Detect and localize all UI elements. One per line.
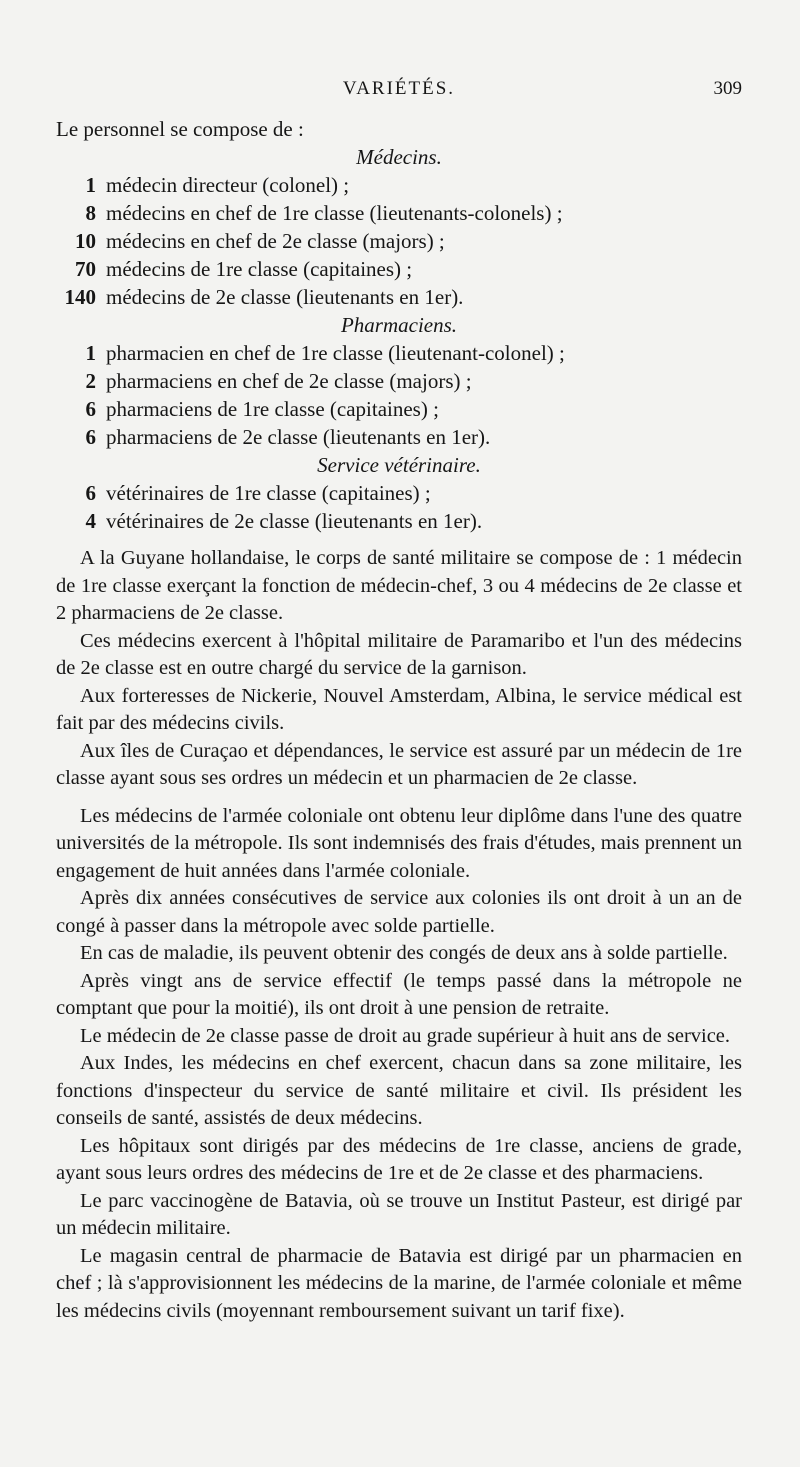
item-count: 10 (75, 229, 96, 253)
running-title: VARIÉTÉS. (342, 78, 456, 99)
item-text: pharmaciens de 2e classe (lieutenants en 1er). (106, 425, 491, 449)
paragraph: Aux Indes, les médecins en chef exercent, chacun dans sa zone militaire, les fonctions d'inspecteur du service de santé militaire et civil. Ils président les conseils de santé, assistés de deux médecins. (56, 1052, 742, 1129)
item-count: 1 (85, 341, 96, 365)
body-block-guyane (56, 545, 742, 793)
list-item (56, 395, 742, 423)
section-title: Service vétérinaire. (317, 453, 481, 477)
item-text: pharmaciens en chef de 2e classe (majors) ; (106, 369, 472, 393)
item-text: vétérinaires de 2e classe (lieutenants en 1er). (106, 509, 483, 533)
list-item (56, 227, 742, 255)
item-text: médecin directeur (colonel) ; (106, 173, 350, 197)
paragraph: Les hôpitaux sont dirigés par des médecins de 1re classe, anciens de grade, ayant sous leurs ordres des médecins de 1re et de 2e classe et des pharmaciens. (56, 1134, 742, 1184)
paragraph: Après vingt ans de service effectif (le temps passé dans la métropole ne comptant que pour la moitié), ils ont droit à une pension de retraite. (56, 969, 742, 1019)
body-block-armee-coloniale (56, 803, 742, 1326)
list-item (56, 339, 742, 367)
paragraph: Ces médecins exercent à l'hôpital militaire de Paramaribo et l'un des médecins de 2e classe est en outre chargé du service de la garnison. (56, 629, 742, 679)
item-text: médecins en chef de 2e classe (majors) ; (106, 229, 445, 253)
item-text: vétérinaires de 1re classe (capitaines) ; (106, 481, 431, 505)
intro-line: Le personnel se compose de : (56, 117, 304, 141)
paragraph: Aux îles de Curaçao et dépendances, le service est assuré par un médecin de 1re classe ayant sous ses ordres un médecin et un pharmacien de 2e classe. (56, 739, 742, 789)
item-count: 8 (85, 201, 96, 225)
item-count: 6 (85, 425, 96, 449)
staff-list (56, 171, 742, 311)
item-count: 140 (64, 285, 96, 309)
item-text: médecins de 2e classe (lieutenants en 1er). (106, 285, 464, 309)
paragraph: Les médecins de l'armée coloniale ont obtenu leur diplôme dans l'une des quatre universités de la métropole. Ils sont indemnisés des frais d'études, mais prennent un engagement de huit années dans l'armée coloniale. (56, 804, 742, 882)
staff-list (56, 479, 742, 535)
list-item (56, 507, 742, 535)
item-count: 1 (85, 173, 96, 197)
item-count: 4 (85, 509, 96, 533)
item-count: 70 (75, 257, 96, 281)
item-text: pharmacien en chef de 1re classe (lieutenant-colonel) ; (106, 341, 565, 365)
section-pharmaciens (56, 311, 742, 451)
paragraph: Le magasin central de pharmacie de Batavia est dirigé par un pharmacien en chef ; là s'approvisionnent les médecins de la marine, de l'armée coloniale et même les médecins civils (moyennant remboursement suivant un tarif fixe). (56, 1244, 742, 1322)
item-text: médecins de 1re classe (capitaines) ; (106, 257, 413, 281)
running-header (56, 78, 742, 108)
list-item (56, 479, 742, 507)
paragraph: Aux forteresses de Nickerie, Nouvel Amsterdam, Albina, le service médical est fait par des médecins civils. (56, 684, 742, 734)
list-item (56, 199, 742, 227)
spacer (56, 793, 742, 803)
paragraph: A la Guyane hollandaise, le corps de santé militaire se compose de : 1 médecin de 1re classe exerçant la fonction de médecin-chef, 3 ou 4 médecins de 2e classe et 2 pharmaciens de 2e classe. (56, 547, 742, 624)
list-item (56, 283, 742, 311)
page-number: 309 (713, 78, 742, 99)
section-title: Médecins. (356, 145, 442, 169)
list-item (56, 367, 742, 395)
list-item (56, 423, 742, 451)
section-title: Pharmaciens. (340, 313, 458, 337)
paragraph: En cas de maladie, ils peuvent obtenir des congés de deux ans à solde partielle. (80, 942, 728, 964)
paragraph: Le parc vaccinogène de Batavia, où se trouve un Institut Pasteur, est dirigé par un médecin militaire. (56, 1189, 742, 1239)
item-count: 2 (85, 369, 96, 393)
list-item (56, 171, 742, 199)
item-text: médecins en chef de 1re classe (lieutenants-colonels) ; (106, 201, 563, 225)
section-veterinaire (56, 451, 742, 535)
paragraph: Le médecin de 2e classe passe de droit au grade supérieur à huit ans de service. (80, 1024, 731, 1047)
item-text: pharmaciens de 1re classe (capitaines) ; (106, 397, 439, 421)
section-medecins (56, 143, 742, 311)
list-item (56, 255, 742, 283)
staff-list (56, 339, 742, 451)
item-count: 6 (85, 481, 96, 505)
paragraph: Après dix années consécutives de service aux colonies ils ont droit à un an de congé à passer dans la métropole avec solde partielle. (56, 887, 742, 937)
item-count: 6 (85, 397, 96, 421)
spacer (56, 535, 742, 545)
